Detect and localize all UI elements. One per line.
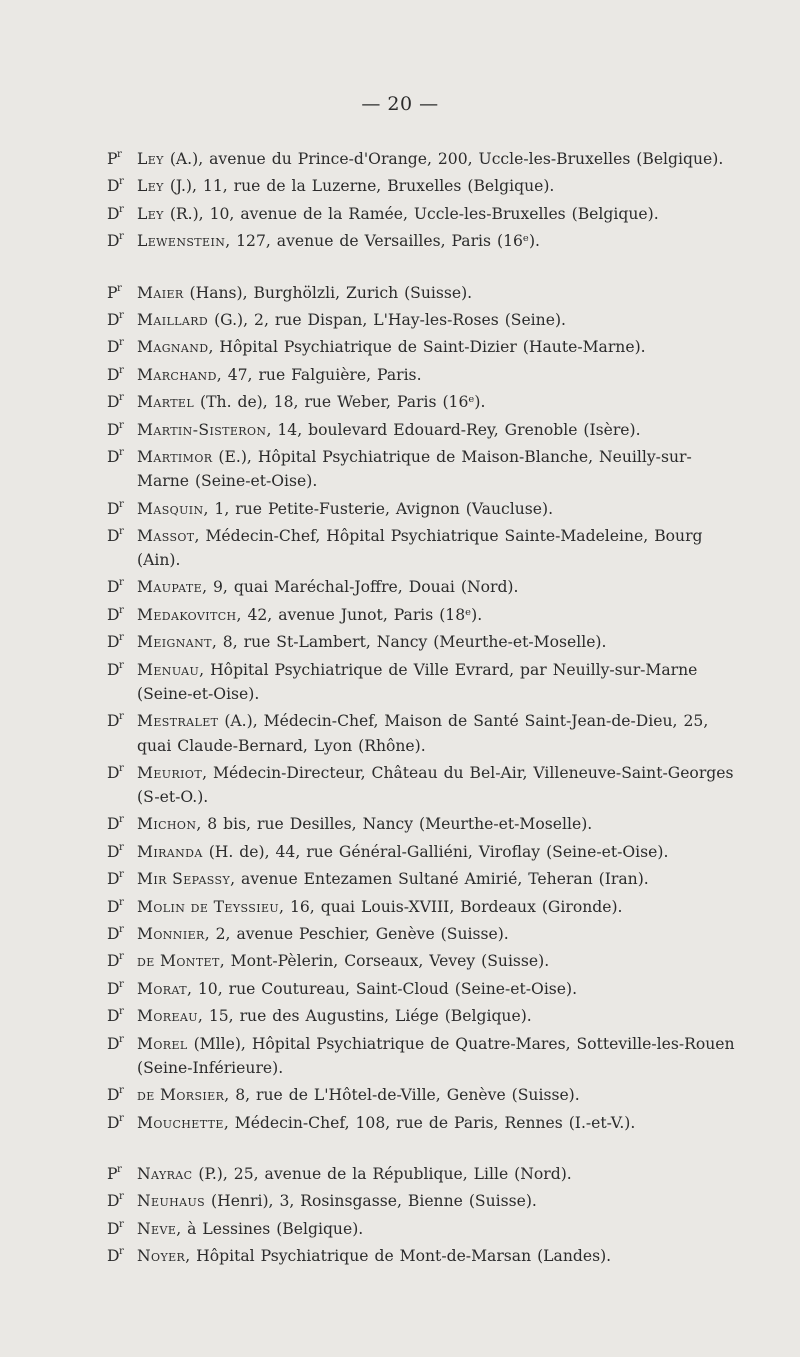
entry-name: Maupate: [137, 578, 203, 597]
entry-name: Magnand: [137, 338, 209, 357]
entry-address: (Henri), 3, Rosinsgasse, Bienne (Suisse).: [205, 1192, 537, 1211]
entry-address: (E.), Hôpital Psychiatrique de Maison-Blanche, Neuilly-sur-Marne (Seine-et-Oise).: [137, 448, 692, 491]
entry-address: (A.), avenue du Prince-d'Orange, 200, Uccle-les-Bruxelles (Belgique).: [163, 150, 724, 169]
directory-entry: [107, 171, 737, 198]
entry-name: Michon: [137, 815, 197, 834]
entry-name: Mestralet: [137, 712, 219, 731]
section-m: [107, 278, 737, 1135]
directory-entry: [107, 1214, 737, 1241]
directory-entry: [107, 1108, 737, 1135]
entry-name: Nayrac: [137, 1165, 193, 1184]
directory-entry: [107, 809, 737, 836]
entry-address: (Hans), Burghölzli, Zurich (Suisse).: [183, 283, 473, 302]
entry-name: Maillard: [137, 311, 209, 330]
directory-entry: [107, 332, 737, 359]
directory-entry: [107, 1241, 737, 1268]
entry-name: Morel: [137, 1034, 188, 1053]
directory-entry: [107, 892, 737, 919]
entry-address: , Hôpital Psychiatrique de Saint-Dizier (Haute-Marne).: [208, 338, 646, 357]
entry-name: Masquin: [137, 499, 204, 518]
entry-title: $D^r$: [107, 446, 124, 467]
entry-title: $D^r$: [107, 604, 124, 625]
entry-title: $D^r$: [107, 309, 124, 330]
entry-address: (Th. de), 18, rue Weber, Paris (16ᵉ).: [194, 393, 486, 412]
entry-name: Mir Sepassy: [137, 870, 231, 889]
entry-name: Martin-Sisteron: [137, 420, 267, 439]
entry-name: Massot: [137, 527, 195, 546]
entry-title: $D^r$: [107, 1112, 124, 1132]
directory-entry: [107, 1080, 737, 1107]
entry-title: $P^r$: [107, 1163, 122, 1184]
entry-title: $D^r$: [107, 203, 124, 223]
directory-entry: [107, 837, 737, 864]
directory-entry: [107, 758, 737, 810]
entry-address: , 16, quai Louis-XVIII, Bordeaux (Gironde).: [279, 897, 623, 916]
section-l: [107, 144, 737, 254]
entry-name: Marchand: [137, 365, 217, 384]
directory-entry: [107, 974, 737, 1001]
directory-entry: [107, 199, 737, 226]
entry-name: Molin de Teyssieu: [137, 897, 280, 916]
entry-title: $D^r$: [107, 392, 124, 412]
entry-name: Morat: [137, 979, 187, 998]
entry-address: , 9, quai Maréchal-Joffre, Douai (Nord).: [202, 578, 519, 597]
directory-entry: [107, 226, 737, 253]
directory-entry: [107, 572, 737, 599]
directory-entry: [107, 864, 737, 891]
entry-address: , 8 bis, rue Desilles, Nancy (Meurthe-et-Moselle).: [196, 815, 593, 834]
entry-name: Martimor: [137, 448, 213, 467]
entry-name: Menuau: [137, 660, 200, 679]
entry-title: $D^r$: [107, 1246, 124, 1266]
entry-name: Ley: [137, 204, 164, 223]
entry-address: , 127, avenue de Versailles, Paris (16ᵉ).: [225, 232, 540, 251]
directory-entry: [107, 1186, 737, 1213]
entry-title: $D^r$: [107, 364, 124, 384]
entry-name: Noyer: [137, 1247, 186, 1266]
entry-title: $D^r$: [107, 1191, 124, 1211]
entry-address: , Hôpital Psychiatrique de Mont-de-Marsan (Landes).: [185, 1247, 612, 1266]
entry-address: (Mlle), Hôpital Psychiatrique de Quatre-Mares, Sotteville-les-Rouen (Seine-Inférieure).: [137, 1034, 735, 1077]
directory-entry: [107, 144, 737, 171]
directory-entry: [107, 278, 737, 305]
entry-address: , 8, rue de L'Hôtel-de-Ville, Genève (Suisse).: [224, 1086, 580, 1105]
member-directory: [107, 144, 737, 1293]
directory-entry: [107, 442, 737, 494]
entry-address: (G.), 2, rue Dispan, L'Hay-les-Roses (Seine).: [208, 311, 566, 330]
entry-address: , Médecin-Chef, Hôpital Psychiatrique Sainte-Madeleine, Bourg (Ain).: [137, 527, 703, 570]
entry-name: Meignant: [137, 633, 212, 652]
entry-address: , avenue Entezamen Sultané Amirié, Teheran (Iran).: [230, 870, 649, 889]
directory-entry: [107, 919, 737, 946]
entry-address: , 47, rue Falguière, Paris.: [216, 365, 422, 384]
directory-entry: [107, 946, 737, 973]
entry-address: (A.), Médecin-Chef, Maison de Santé Saint-Jean-de-Dieu, 25, quai Claude-Bernard, Lyon (Rhône).: [137, 712, 709, 755]
entry-name: Ley: [137, 150, 164, 169]
entry-name: Lewenstein: [137, 232, 226, 251]
entry-title: $D^r$: [107, 632, 124, 652]
entry-title: $D^r$: [107, 1033, 124, 1053]
entry-address: , 2, avenue Peschier, Genève (Suisse).: [204, 925, 509, 944]
directory-entry: [107, 360, 737, 387]
entry-title: $D^r$: [107, 978, 124, 998]
directory-entry: [107, 627, 737, 654]
directory-entry: [107, 387, 737, 414]
directory-entry: [107, 1001, 737, 1028]
entry-name: Moreau: [137, 1007, 198, 1026]
entry-title: $D^r$: [107, 577, 124, 597]
entry-title: $D^r$: [107, 1085, 124, 1105]
entry-title: $D^r$: [107, 762, 124, 783]
entry-name: de Montet: [137, 952, 220, 971]
entry-name: Ley: [137, 177, 164, 196]
entry-address: , Mont-Pèlerin, Corseaux, Vevey (Suisse).: [219, 952, 550, 971]
entry-title: $D^r$: [107, 924, 124, 944]
entry-title: $D^r$: [107, 498, 124, 518]
section-n: [107, 1159, 737, 1269]
entry-address: (P.), 25, avenue de la République, Lille (Nord).: [192, 1165, 572, 1184]
entry-title: $D^r$: [107, 176, 124, 196]
directory-entry: [107, 655, 737, 707]
entry-address: , 1, rue Petite-Fusterie, Avignon (Vaucluse).: [203, 499, 554, 518]
page-number: — 20 —: [361, 93, 439, 115]
entry-name: Meuriot: [137, 764, 203, 783]
entry-name: Maier: [137, 283, 184, 302]
entry-address: , Médecin-Chef, 108, rue de Paris, Rennes (I.-et-V.).: [223, 1113, 636, 1132]
entry-address: , 15, rue des Augustins, Liége (Belgique).: [197, 1007, 532, 1026]
entry-address: , à Lessines (Belgique).: [176, 1219, 364, 1238]
directory-entry: [107, 600, 737, 627]
entry-title: $D^r$: [107, 525, 124, 546]
entry-address: , Médecin-Directeur, Château du Bel-Air, Villeneuve-Saint-Georges (S-et-O.).: [137, 764, 734, 807]
directory-entry: [107, 706, 737, 758]
directory-entry: [107, 1159, 737, 1186]
entry-title: $D^r$: [107, 1218, 124, 1238]
entry-title: $D^r$: [107, 869, 124, 889]
directory-entry: [107, 494, 737, 521]
directory-entry: [107, 521, 737, 573]
entry-title: $D^r$: [107, 711, 124, 731]
entry-title: $P^r$: [107, 282, 122, 302]
entry-title: $D^r$: [107, 951, 124, 971]
entry-name: de Morsier: [137, 1086, 225, 1105]
directory-entry: [107, 1029, 737, 1081]
entry-title: $D^r$: [107, 896, 124, 916]
entry-title: $D^r$: [107, 659, 124, 679]
entry-title: $P^r$: [107, 149, 122, 169]
entry-address: (J.), 11, rue de la Luzerne, Bruxelles (Belgique).: [163, 177, 555, 196]
entry-title: $D^r$: [107, 841, 124, 862]
entry-name: Medakovitch: [137, 606, 237, 625]
entry-title: $D^r$: [107, 1006, 124, 1026]
entry-name: Martel: [137, 393, 195, 412]
entry-title: $D^r$: [107, 814, 124, 834]
entry-name: Miranda: [137, 843, 203, 862]
entry-address: , 10, rue Coutureau, Saint-Cloud (Seine-et-Oise).: [186, 979, 578, 998]
entry-name: Monnier: [137, 925, 205, 944]
entry-title: $D^r$: [107, 337, 124, 357]
entry-address: , 42, avenue Junot, Paris (18ᵉ).: [236, 606, 483, 625]
entry-address: (H. de), 44, rue Général-Galliéni, Viroflay (Seine-et-Oise).: [202, 843, 669, 862]
entry-name: Neuhaus: [137, 1192, 206, 1211]
entry-name: Mouchette: [137, 1113, 224, 1132]
entry-address: , Hôpital Psychiatrique de Ville Evrard, par Neuilly-sur-Marne (Seine-et-Oise).: [137, 660, 698, 704]
directory-entry: [107, 415, 737, 442]
entry-name: Neve: [137, 1219, 177, 1238]
entry-address: (R.), 10, avenue de la Ramée, Uccle-les-Bruxelles (Belgique).: [163, 204, 659, 223]
entry-address: , 14, boulevard Edouard-Rey, Grenoble (Isère).: [266, 420, 641, 439]
directory-entry: [107, 305, 737, 332]
entry-address: , 8, rue St-Lambert, Nancy (Meurthe-et-Moselle).: [211, 633, 607, 652]
entry-title: $D^r$: [107, 419, 124, 439]
entry-title: $D^r$: [107, 231, 124, 251]
